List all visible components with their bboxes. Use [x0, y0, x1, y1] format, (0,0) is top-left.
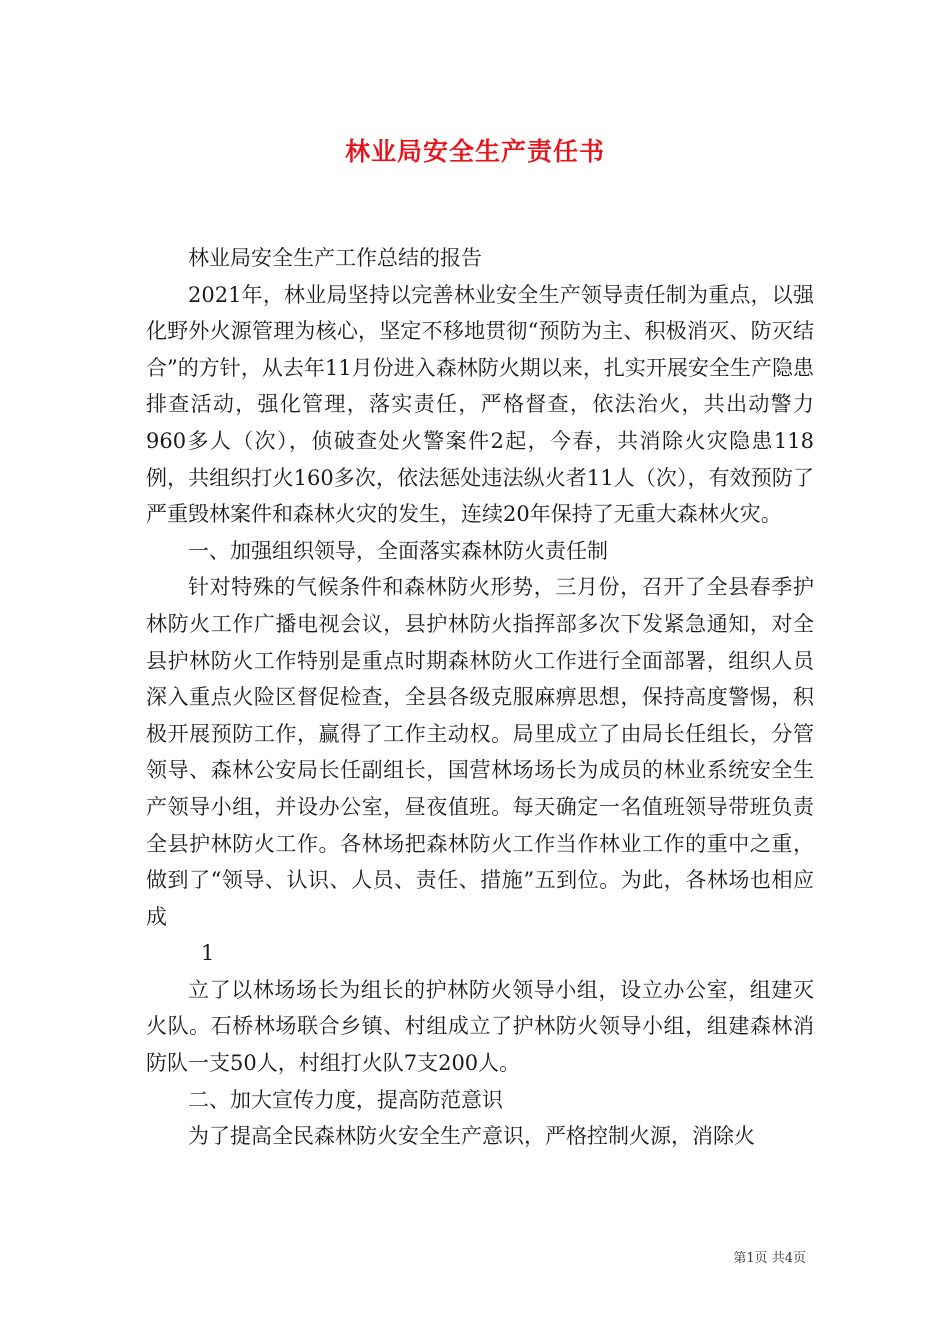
paragraph-intro: 2021年，林业局坚持以完善林业安全生产领导责任制为重点，以强化野外火源管理为核心，坚定不移地贯彻“预防为主、积极消灭、防灭结合”的方针，从去年11月份进入森林防火期以来，扎实开展安全生产隐患排查活动，强化管理，落实责任，严格督查，依法治火，共出动警力960多人（次），侦破查处火警案件2起，今春，共消除火灾隐患118例，共组织打火160多次，依法惩处违法纵火者11人（次），有效预防了严重毁林案件和森林火灾的发生，连续20年保持了无重大森林火灾。	[146, 282, 814, 527]
document-body	[146, 240, 814, 1155]
section-heading-2: 二、加大宣传力度，提高防范意识	[188, 1087, 503, 1112]
paragraph-section-1: 针对特殊的气候条件和森林防火形势，三月份，召开了全县春季护林防火工作广播电视会议，县护林防火指挥部多次下发紧急通知，对全县护林防火工作特别是重点时期森林防火工作进行全面部署，组织人员深入重点火险区督促检查，全县各级克服麻痹思想，保持高度警惕，积极开展预防工作，赢得了工作主动权。局里成立了由局长任组长，分管领导、森林公安局长任副组长，国营林场场长为成员的林业系统安全生产领导小组，并设办公室，昼夜值班。每天确定一名值班领导带班负责全县护林防火工作。各林场把森林防火工作当作林业工作的重中之重，做到了“领导、认识、人员、责任、措施”五到位。为此，各林场也相应成	[146, 575, 814, 929]
page-footer: 第1页 共4页	[733, 1251, 806, 1266]
paragraph-section-2: 为了提高全民森林防火安全生产意识，严格控制火源，消除火	[188, 1124, 755, 1149]
paragraph-section-1-cont: 立了以林场场长为组长的护林防火领导小组，设立办公室，组建灭火队。石桥林场联合乡镇、村组成立了护林防火领导小组，组建森林消防队一支50人，村组打火队7支200人。	[146, 977, 814, 1076]
document-title: 林业局安全生产责任书	[344, 137, 605, 166]
report-subtitle: 林业局安全生产工作总结的报告	[188, 246, 482, 270]
inline-page-number: 1	[201, 941, 215, 966]
section-heading-1: 一、加强组织领导，全面落实森林防火责任制	[188, 538, 608, 563]
